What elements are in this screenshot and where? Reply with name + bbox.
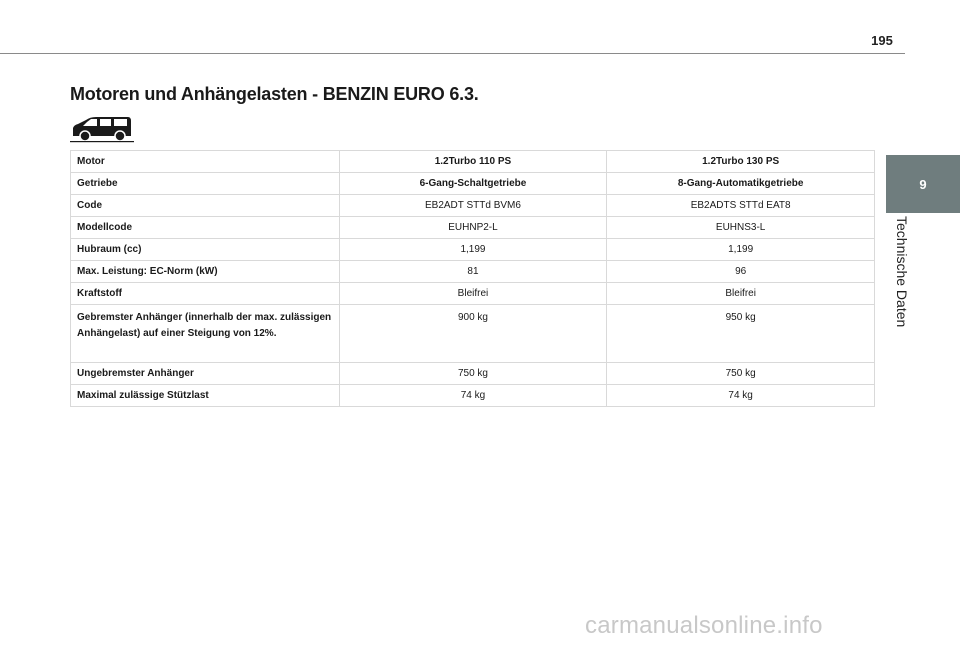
chapter-label-container xyxy=(886,216,916,346)
cell-value: 8-Gang-Automatikgetriebe xyxy=(607,173,875,195)
watermark: carmanualsonline.info xyxy=(585,612,823,639)
cell-value: 81 xyxy=(339,261,607,283)
cell-value: EB2ADT STTd BVM6 xyxy=(339,195,607,217)
cell-value: 1,199 xyxy=(607,239,875,261)
row-label: Getriebe xyxy=(71,173,340,195)
van-icon xyxy=(70,113,134,143)
row-label: Motor xyxy=(71,151,340,173)
chapter-label: Technische Daten xyxy=(894,216,910,328)
cell-value: 750 kg xyxy=(339,363,607,385)
table-row xyxy=(71,195,875,217)
chapter-tab[interactable] xyxy=(886,155,960,213)
engine-spec-table xyxy=(70,150,875,407)
table-row xyxy=(71,363,875,385)
cell-value: EUHNS3-L xyxy=(607,217,875,239)
table-row xyxy=(71,151,875,173)
cell-value: 74 kg xyxy=(339,385,607,407)
table-row xyxy=(71,217,875,239)
row-label: Hubraum (cc) xyxy=(71,239,340,261)
row-label: Gebremster Anhänger (innerhalb der max. zulässigen Anhängelast) auf einer Steigung von 12%. xyxy=(71,305,340,363)
row-label: Ungebremster Anhänger xyxy=(71,363,340,385)
row-label: Kraftstoff xyxy=(71,283,340,305)
header-rule xyxy=(0,53,905,54)
cell-value: 1.2Turbo 130 PS xyxy=(607,151,875,173)
row-label: Code xyxy=(71,195,340,217)
table-row xyxy=(71,305,875,363)
table-row xyxy=(71,173,875,195)
cell-value: Bleifrei xyxy=(339,283,607,305)
cell-value: 750 kg xyxy=(607,363,875,385)
table-row xyxy=(71,385,875,407)
cell-value: 6-Gang-Schaltgetriebe xyxy=(339,173,607,195)
cell-value: 1,199 xyxy=(339,239,607,261)
cell-value: Bleifrei xyxy=(607,283,875,305)
cell-value: 900 kg xyxy=(339,305,607,363)
cell-value: 96 xyxy=(607,261,875,283)
page-number: 195 xyxy=(871,33,893,48)
row-label: Modellcode xyxy=(71,217,340,239)
row-label: Max. Leistung: EC-Norm (kW) xyxy=(71,261,340,283)
table-row xyxy=(71,239,875,261)
cell-value: 74 kg xyxy=(607,385,875,407)
cell-value: EUHNP2-L xyxy=(339,217,607,239)
chapter-number: 9 xyxy=(919,176,927,192)
table-row xyxy=(71,261,875,283)
row-label: Maximal zulässige Stützlast xyxy=(71,385,340,407)
table-row xyxy=(71,283,875,305)
cell-value: 1.2Turbo 110 PS xyxy=(339,151,607,173)
cell-value: 950 kg xyxy=(607,305,875,363)
cell-value: EB2ADTS STTd EAT8 xyxy=(607,195,875,217)
page-title: Motoren und Anhängelasten - BENZIN EURO 6.3. xyxy=(70,84,479,104)
